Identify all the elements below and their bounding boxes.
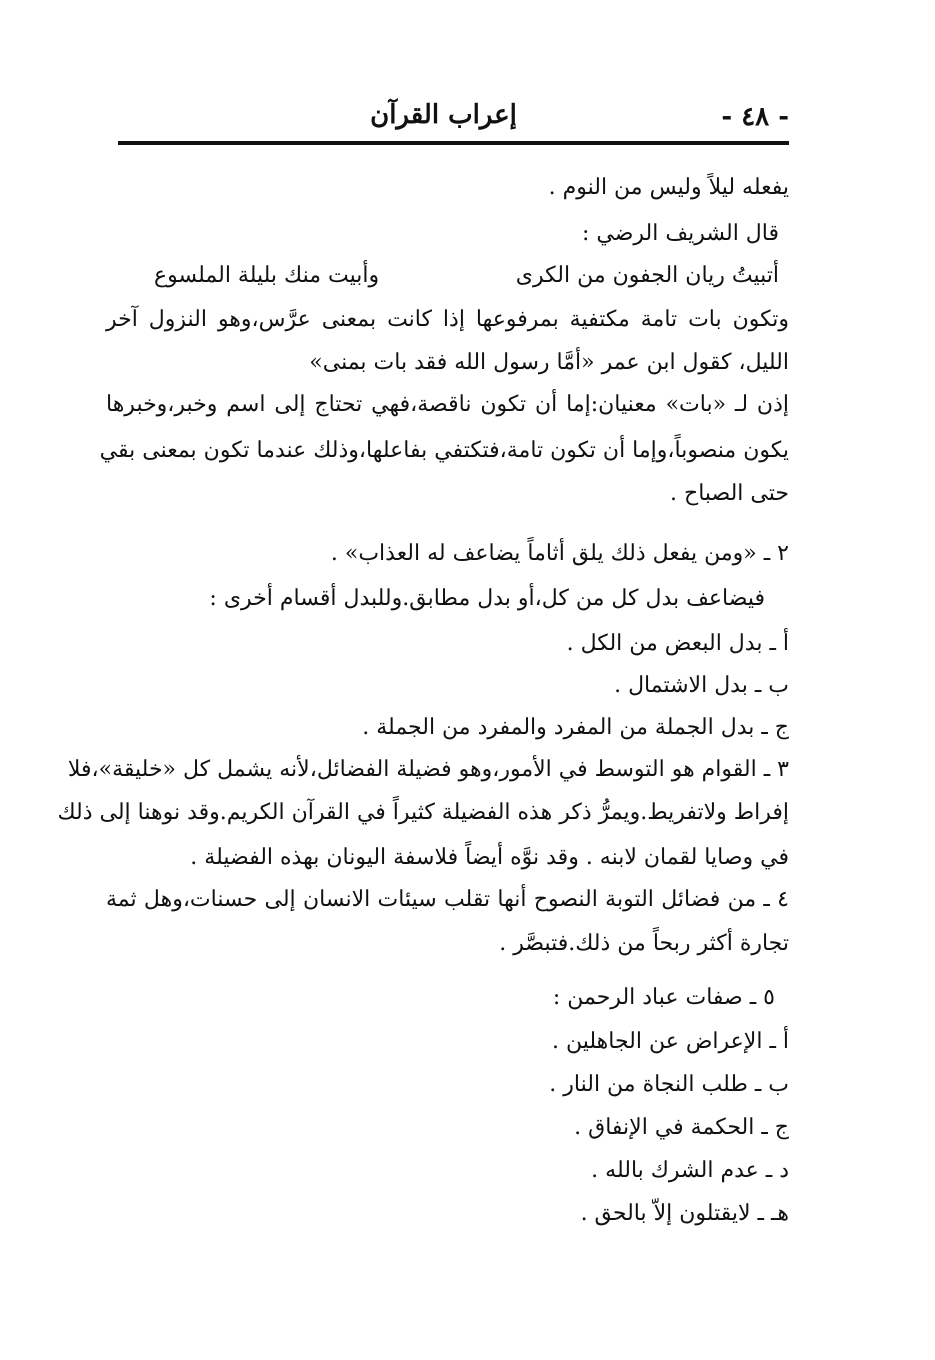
text-line: يفعله ليلاً وليس من النوم . — [548, 175, 789, 200]
header-rule — [118, 141, 789, 145]
list-item: أ ـ الإعراض عن الجاهلين . — [551, 1029, 789, 1054]
verse-hemistich-first: أتبيتُ ريان الجفون من الكرى — [515, 263, 779, 288]
text-line: حتى الصباح . — [670, 481, 789, 506]
list-item: أ ـ بدل البعض من الكل . — [566, 631, 789, 656]
text-line: قال الشريف الرضي : — [581, 221, 779, 246]
running-title: إعراب القرآن — [370, 100, 517, 130]
list-item: ٢ ـ «ومن يفعل ذلك يلق أثاماً يضاعف له العذاب» . — [330, 541, 789, 566]
list-item: ٤ ـ من فضائل التوبة النصوح أنها تقلب سيئات الانسان إلى حسنات،وهل ثمة — [106, 887, 789, 912]
text-line: إفراط ولاتفريط.ويمرُّ ذكر هذه الفضيلة كثيراً في القرآن الكريم.وقد نوهنا إلى ذلك — [57, 800, 789, 825]
text-line: في وصايا لقمان لابنه . وقد نوَّه أيضاً فلاسفة اليونان بهذه الفضيلة . — [190, 845, 789, 870]
list-item: ج ـ بدل الجملة من المفرد والمفرد من الجملة . — [362, 715, 789, 740]
text-line: تجارة أكثر ربحاً من ذلك.فتبصَّر . — [499, 931, 789, 956]
page-header — [118, 98, 789, 142]
list-item: ٣ ـ القوام هو التوسط في الأمور،وهو فضيلة الفضائل،لأنه يشمل كل «خليقة»،فلا — [67, 757, 789, 782]
list-item: د ـ عدم الشرك بالله . — [591, 1158, 789, 1183]
list-item: هـ ـ لايقتلون إلاّ بالحق . — [580, 1201, 789, 1226]
list-heading: ٥ ـ صفات عباد الرحمن : — [552, 985, 775, 1010]
text-line: يكون منصوباً،وإما أن تكون تامة،فتكتفي بفاعلها،وذلك عندما تكون بمعنى بقي — [99, 438, 789, 463]
page-number: - ٤٨ - — [721, 102, 789, 132]
poetry-verse — [154, 256, 779, 296]
list-item: ج ـ الحكمة في الإنفاق . — [574, 1115, 789, 1140]
text-line: الليل، كقول ابن عمر «أمَّا رسول الله فقد بات بمنى» — [309, 350, 789, 375]
list-item: ب ـ طلب النجاة من النار . — [549, 1072, 789, 1097]
text-line: وتكون بات تامة مكتفية بمرفوعها إذا كانت بمعنى عرَّس،وهو النزول آخر — [106, 307, 789, 332]
list-item: ب ـ بدل الاشتمال . — [614, 673, 789, 698]
text-line: فيضاعف بدل كل من كل،أو بدل مطابق.وللبدل أقسام أخرى : — [209, 586, 765, 611]
verse-hemistich-second: وأبيت منك بليلة الملسوع — [154, 263, 380, 288]
text-line: إذن لـ «بات» معنيان:إما أن تكون ناقصة،فهي تحتاج إلى اسم وخبر،وخبرها — [106, 392, 789, 417]
